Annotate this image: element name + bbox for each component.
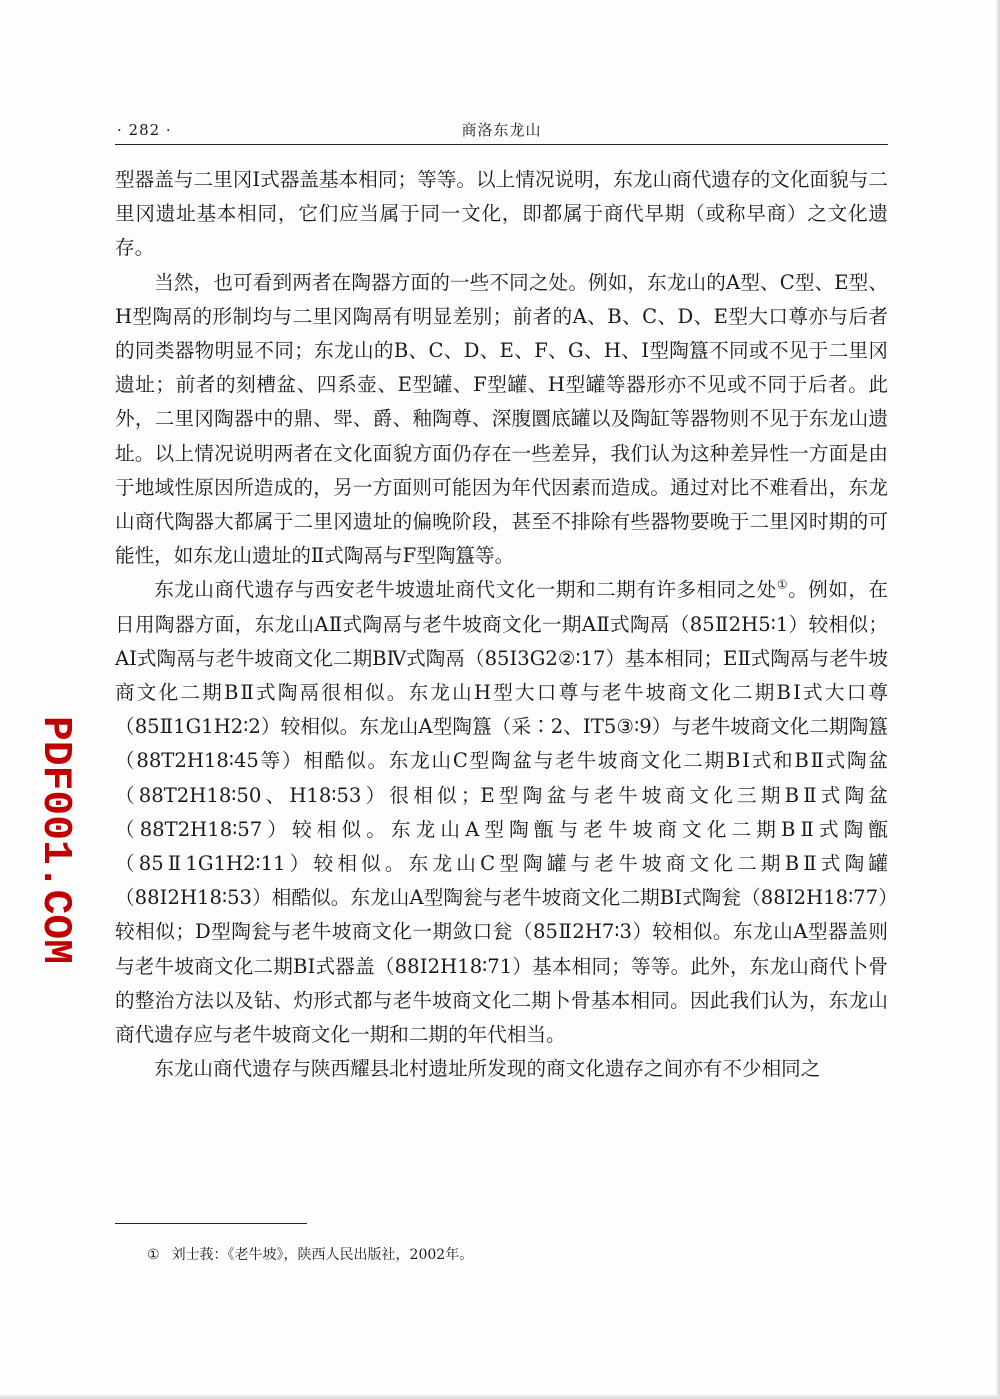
paragraph-4: 东龙山商代遗存与陕西耀县北村遗址所发现的商文化遗存之间亦有不少相同之	[154, 1057, 821, 1081]
footnote-text: 刘士莪：《老牛坡》，陕西人民出版社，2002年。	[171, 1247, 474, 1263]
running-header	[115, 118, 888, 145]
paragraph-3-rest: 。例如，在日用陶器方面，东龙山AⅡ式陶鬲与老牛坡商文化一期AⅡ式陶鬲（85Ⅱ2H5∶1）较相似；AⅠ式陶鬲与老牛坡商文化二期BⅣ式陶鬲（85Ⅰ3G2②∶17）基本相同；EⅡ式陶鬲与老牛坡商文化二期BⅡ式陶鬲很相似。东龙山H型大口尊与老牛坡商文化二期BⅠ式大口尊（85Ⅱ1G1H2∶2）较相似。东龙山A型陶簋（采∶2、ⅠT5③∶9）与老牛坡商文化二期陶簋（88T2H18∶45等）相酷似。东龙山C型陶盆与老牛坡商文化二期BⅠ式和BⅡ式陶盆（88T2H18∶50、H18∶53）很相似；E型陶盆与老牛坡商文化三期BⅡ式陶盆（88T2H18∶57）较相似。东龙山A型陶甑与老牛坡商文化二期BⅡ式陶甑（85Ⅱ1G1H2∶11）较相似。东龙山C型陶罐与老牛坡商文化二期BⅡ式陶罐（88Ⅰ2H18∶53）相酷似。东龙山A型陶瓮与老牛坡商文化二期BⅠ式陶瓮（88Ⅰ2H18∶77）较相似；D型陶瓮与老牛坡商文化一期敛口瓮（85Ⅱ2H7∶3）较相似。东龙山A型器盖则与老牛坡商文化二期BⅠ式器盖（88Ⅰ2H18∶71）基本相同；等等。此外，东龙山商代卜骨的整治方法以及钻、灼形式都与老牛坡商文化二期卜骨基本相同。因此我们认为，东龙山商代遗存应与老牛坡商文化一期和二期的年代相当。	[115, 578, 888, 1047]
body-text	[115, 163, 888, 1086]
footnote-divider	[115, 1223, 307, 1224]
watermark	[31, 716, 81, 966]
scan-edge-right	[996, 0, 1000, 1399]
watermark-text: PDF001.COM	[32, 716, 78, 963]
paragraph-1: 型器盖与二里冈Ⅰ式器盖基本相同；等等。以上情况说明，东龙山商代遗存的文化面貌与二里冈遗址基本相同，它们应当属于同一文化，即都属于商代早期（或称早商）之文化遗存。	[115, 168, 888, 260]
scan-edge-bottom	[0, 1395, 1000, 1399]
watermark-graphic	[31, 716, 81, 966]
paragraph-3-lead: 东龙山商代遗存与西安老牛坡遗址商代文化一期和二期有许多相同之处	[154, 578, 777, 602]
paragraph-3	[115, 573, 888, 1052]
footnote-number: ①	[147, 1247, 160, 1263]
page-number: · 282 ·	[117, 121, 172, 139]
footnote-reference-mark[interactable]: ①	[776, 577, 789, 592]
book-title: 商洛东龙山	[461, 121, 542, 139]
footnote	[147, 1245, 847, 1265]
paragraph-2: 当然，也可看到两者在陶器方面的一些不同之处。例如，东龙山的A型、C型、E型、H型陶鬲的形制均与二里冈陶鬲有明显差别；前者的A、B、C、D、E型大口尊亦与后者的同类器物明显不同；东龙山的B、C、D、E、F、G、H、Ⅰ型陶簋不同或不见于二里冈遗址；前者的刻槽盆、四系壶、E型罐、F型罐、H型罐等器形亦不见或不同于后者。此外，二里冈陶器中的鼎、斝、爵、釉陶尊、深腹圜底罐以及陶缸等器物则不见于东龙山遗址。以上情况说明两者在文化面貌方面仍存在一些差异，我们认为这种差异性一方面是由于地域性原因所造成的，另一方面则可能因为年代因素而造成。通过对比不难看出，东龙山商代陶器大都属于二里冈遗址的偏晚阶段，甚至不排除有些器物要晚于二里冈时期的可能性，如东龙山遗址的Ⅱ式陶鬲与F型陶簋等。	[115, 270, 888, 568]
